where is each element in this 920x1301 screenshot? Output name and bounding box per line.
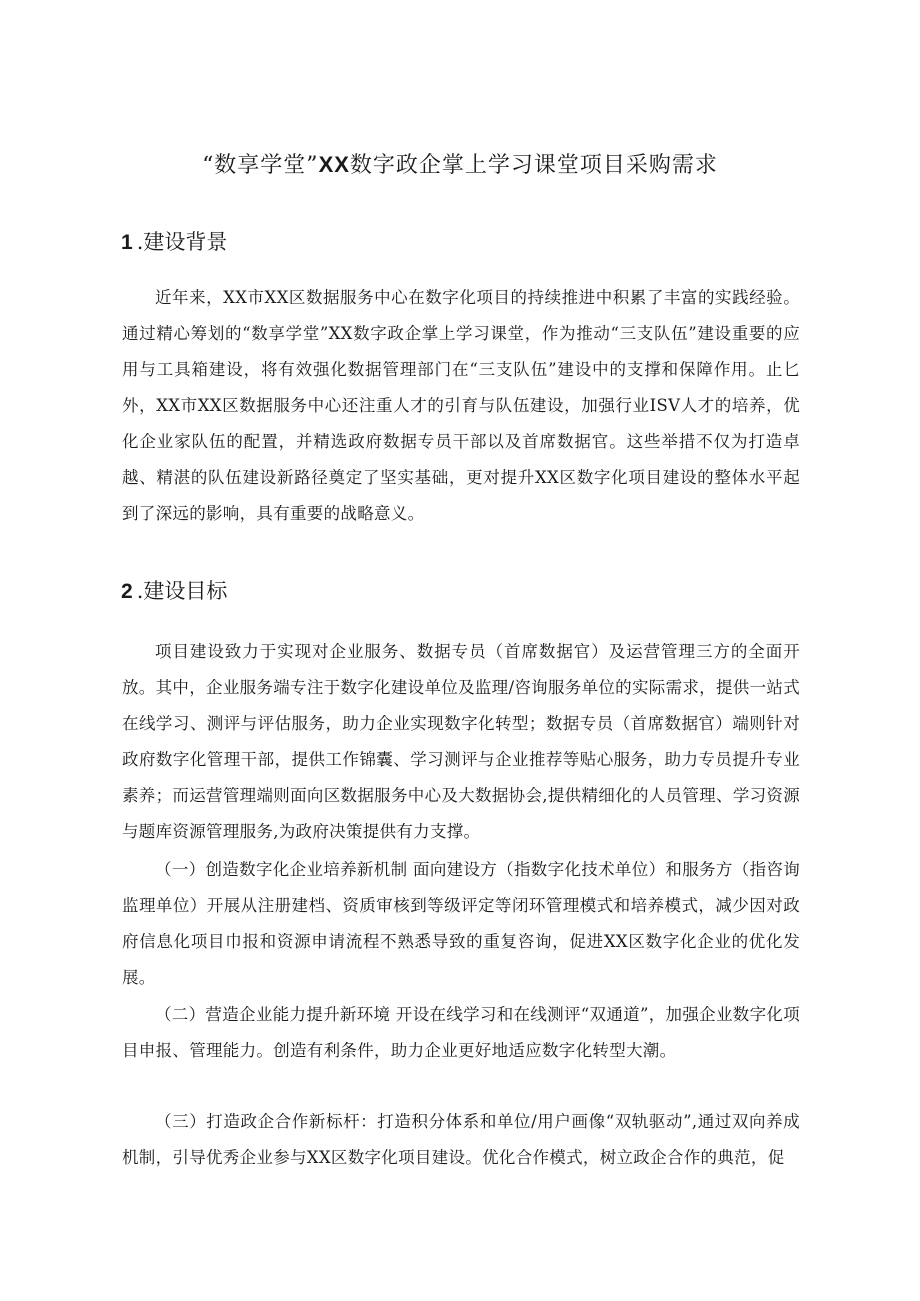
section-2-item-3: （三）打造政企合作新标杆：打造积分体系和单位/用户画像“双轨驱动”,通过双向养成机制，引导优秀企业参与XX区数字化项目建设。优化合作模式，树立政企合作的典范，促: [122, 1112, 800, 1167]
title-bold-xx: XX: [318, 152, 350, 177]
section-2-item-2: （二）营造企业能力提升新环境 开设在线学习和在线测评“双通道”，加强企业数字化项目申报、管理能力。创造有利条件，助力企业更好地适应数字化转型大潮。: [122, 1005, 800, 1060]
title-suffix: 数字政企掌上学习课堂项目采购需求: [349, 153, 718, 178]
section-1-paragraph: 近年来，XX市XX区数据服务中心在数字化项目的持续推进中积累了丰富的实践经验。通过精心筹划的“数享学堂”XX数字政企掌上学习课堂，作为推动“三支队伍”建设重要的应用与工具箱建设，将有效强化数据管理部门在“三支队伍”建设中的支撑和保障作用。止匕外，XX市XX区数据服务中心还注重人才的引育与队伍建设，加强行业ISV人才的培养，优化企业家队伍的配置，并精选政府数据专员干部以及首席数据官。这些举措不仅为打造卓越、精湛的队伍建设新路径奠定了坚实基础，更对提升XX区数字化项目建设的整体水平起到了深远的影响，具有重要的战略意义。: [122, 288, 800, 523]
title-prefix: “数享学堂”: [202, 153, 319, 178]
section-2-item-1: （一）创造数字化企业培养新机制 面向建设方（指数字化技术单位）和服务方（指咨询监理单位）开展从注册建档、资质审核到等级评定等闭环管理模式和培养模式，减少因对政府信息化项目巾报和资源申请流程不熟悉导致的重复咨询，促进XX区数字化企业的优化发展。: [122, 860, 800, 987]
section-2-intro-paragraph: 项目建设致力于实现对企业服务、数据专员（首席数据官）及运营管理三方的全面开放。其中，企业服务端专注于数字化建设单位及监理/咨询服务单位的实际需求，提供一站式在线学习、测评与评估服务，助力企业实现数字化转型；数据专员（首席数据官）端则针对政府数字化管理干部，提供工作锦囊、学习测评与企业推荐等贴心服务，助力专员提升专业素养；而运营管理端则面向区数据服务中心及大数据协会,提供精细化的人员管理、学习资源与题库资源管理服务,为政府决策提供有力支撑。: [122, 642, 800, 841]
section-1-number: 1: [121, 231, 133, 254]
document-title: [0, 148, 920, 179]
section-2-number: 2: [121, 580, 133, 603]
section-2-title: .建设目标: [136, 579, 228, 603]
section-1-heading: [121, 226, 227, 256]
section-1-title: .建设背景: [136, 230, 228, 254]
section-2-heading: [121, 575, 227, 605]
